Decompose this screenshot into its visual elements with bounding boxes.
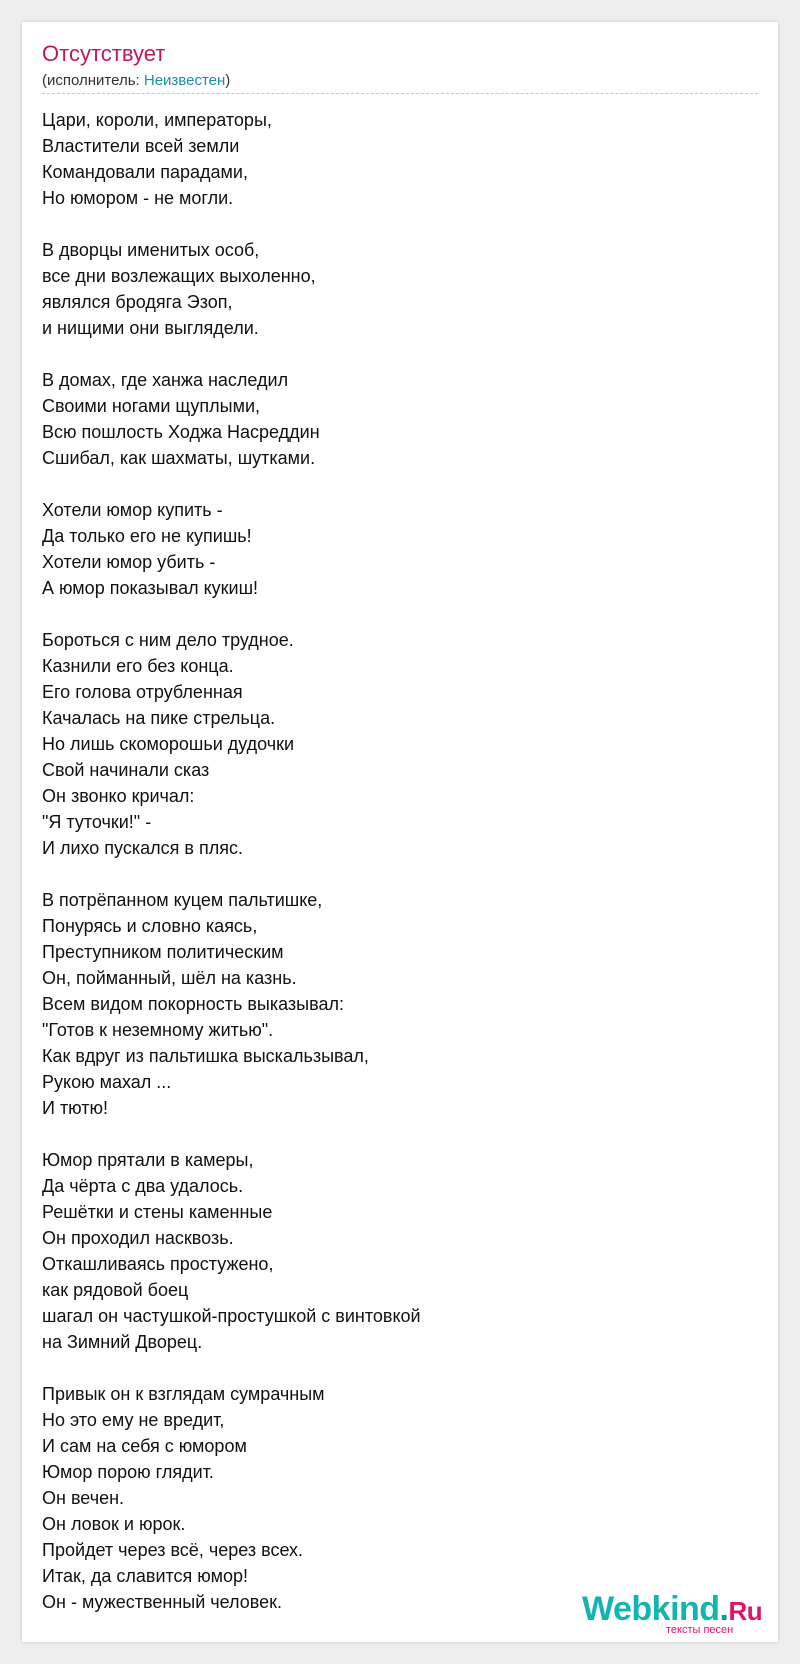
lyric-line: являлся бродяга Эзоп, — [42, 292, 233, 312]
artist-line — [42, 72, 230, 90]
lyric-line: Да чёрта с два удалось. — [42, 1176, 244, 1196]
lyric-line: Но юмором - не могли. — [42, 188, 234, 208]
lyric-line: Откашливаясь простужено, — [42, 1254, 274, 1274]
lyric-line: Его голова отрубленная — [42, 682, 243, 702]
lyric-line: Юмор прятали в камеры, — [42, 1150, 254, 1170]
lyric-line: В домах, где ханжа наследил — [42, 370, 289, 390]
webkind-logo[interactable] — [582, 1592, 762, 1628]
lyric-line: Сшибал, как шахматы, шутками. — [42, 448, 316, 468]
stanza — [42, 887, 742, 1121]
lyric-line: Преступником политическим — [42, 942, 284, 962]
logo-tld: Ru — [728, 1596, 763, 1626]
lyric-line: Властители всей земли — [42, 136, 240, 156]
divider — [42, 93, 758, 94]
stanza — [42, 367, 742, 471]
lyric-line: Как вдруг из пальтишка выскальзывал, — [42, 1046, 369, 1066]
lyrics-body — [42, 107, 742, 1641]
lyric-line: как рядовой боец — [42, 1280, 189, 1300]
lyric-line: Он ловок и юрок. — [42, 1514, 186, 1534]
lyric-line: В потрёпанном куцем пальтишке, — [42, 890, 323, 910]
artist-link[interactable]: Неизвестен — [143, 72, 226, 89]
lyric-line: Он, пойманный, шёл на казнь. — [42, 968, 297, 988]
lyric-line: Всем видом покорность выказывал: — [42, 994, 344, 1014]
song-title: Отсутствует — [42, 41, 166, 66]
lyric-line: Своими ногами щуплыми, — [42, 396, 261, 416]
lyric-line: "Готов к неземному житью". — [42, 1020, 274, 1040]
lyric-line: Но лишь скоморошьи дудочки — [42, 734, 295, 754]
lyric-line: Он вечен. — [42, 1488, 125, 1508]
logo-dot: . — [719, 1590, 729, 1628]
lyric-line: Он проходил насквозь. — [42, 1228, 234, 1248]
lyric-line: И тютю! — [42, 1098, 109, 1118]
lyric-line: И лихо пускался в пляс. — [42, 838, 243, 858]
lyric-line: Но это ему не вредит, — [42, 1410, 225, 1430]
logo-subtitle: тексты песен — [666, 1624, 734, 1636]
logo-main-text: Webkind — [582, 1590, 720, 1628]
lyric-line: Бороться с ним дело трудное. — [42, 630, 294, 650]
stanza — [42, 1147, 742, 1355]
lyric-line: Привык он к взглядам сумрачным — [42, 1384, 325, 1404]
lyric-line: Юмор порою глядит. — [42, 1462, 214, 1482]
lyric-line: Всю пошлость Ходжа Насреддин — [42, 422, 320, 442]
lyric-line: Пройдет через всё, через всех. — [42, 1540, 304, 1560]
stanza — [42, 1381, 742, 1615]
lyric-line: "Я туточки!" - — [42, 812, 152, 832]
stanza — [42, 497, 742, 601]
lyric-line: Итак, да славится юмор! — [42, 1566, 248, 1586]
lyric-line: Понурясь и словно каясь, — [42, 916, 258, 936]
lyric-line: Он - мужественный человек. — [42, 1592, 283, 1612]
lyric-line: Свой начинали сказ — [42, 760, 210, 780]
lyric-line: Хотели юмор купить - — [42, 500, 223, 520]
stanza — [42, 627, 742, 861]
lyric-line: шагал он частушкой-простушкой с винтовкой — [42, 1306, 421, 1326]
lyric-line: В дворцы именитых особ, — [42, 240, 260, 260]
lyric-line: и нищими они выглядели. — [42, 318, 259, 338]
lyric-line: Качалась на пике стрельца. — [42, 708, 276, 728]
stanza — [42, 107, 742, 211]
lyric-line: Хотели юмор убить - — [42, 552, 216, 572]
lyric-line: Цари, короли, императоры, — [42, 110, 272, 130]
lyric-line: на Зимний Дворец. — [42, 1332, 203, 1352]
lyric-line: А юмор показывал кукиш! — [42, 578, 259, 598]
lyric-line: Рукою махал ... — [42, 1072, 172, 1092]
artist-prefix: (исполнитель: — [42, 72, 144, 89]
lyric-line: Он звонко кричал: — [42, 786, 195, 806]
artist-suffix: ) — [225, 72, 231, 89]
lyric-line: Да только его не купишь! — [42, 526, 252, 546]
stanza — [42, 237, 742, 341]
lyric-line: все дни возлежащих выхоленно, — [42, 266, 316, 286]
lyric-line: И сам на себя с юмором — [42, 1436, 247, 1456]
lyric-line: Решётки и стены каменные — [42, 1202, 273, 1222]
lyric-line: Командовали парадами, — [42, 162, 248, 182]
lyric-line: Казнили его без конца. — [42, 656, 234, 676]
